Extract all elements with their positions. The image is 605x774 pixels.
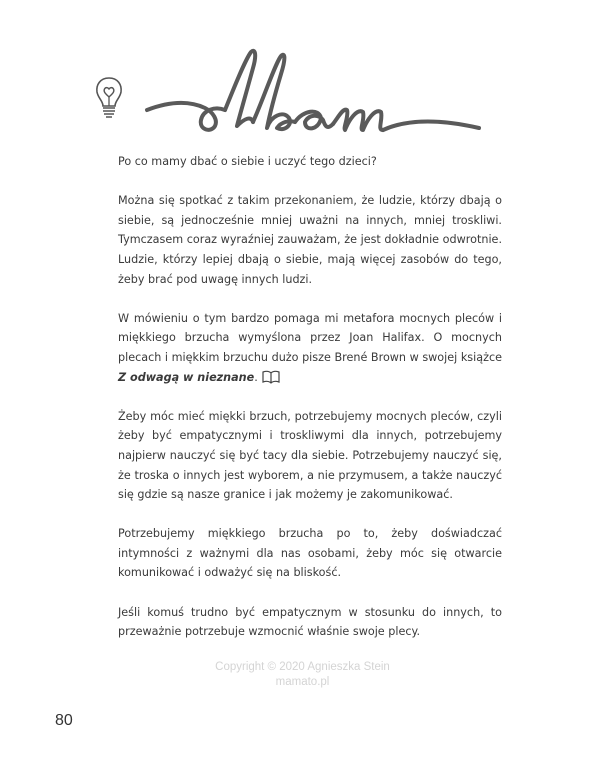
paragraph-4: Potrzebujemy miękkiego brzucha po to, żeby doświadczać intymności z ważnymi dla nas osobami, żeby móc się otwarcie komunikować i odważyć się na bliskość. [118, 527, 502, 580]
question-paragraph: Po co mamy dbać o siebie i uczyć tego dzieci? [118, 155, 377, 168]
paragraph-1: Można się spotkać z takim przekonaniem, że ludzie, którzy dbają o siebie, są jednocześnie mniej uważni na innych, mniej troskliwi. Tymczasem coraz wyraźniej zauważam, że jest dokładnie odwrotnie. Ludzie, którzy lepiej dbają o siebie, mają więcej zasobów do tego, żeby brać pod uwagę innych ludzi. [118, 194, 502, 286]
copyright-footer [0, 660, 605, 690]
paragraph-3: Żeby móc mieć miękki brzuch, potrzebujemy mocnych pleców, czyli żeby być empatycznymi i troskliwymi dla innych, potrzebujemy najpierw nauczyć się być tacy dla siebie. Potrzebujemy nauczyć się, że troska o innych jest wyborem, a nie przymusem, a także nauczyć się gdzie są nasze granice i jak możemy je zakomunikować. [118, 409, 502, 502]
paragraph-2-tail: . [254, 370, 258, 384]
chapter-header [88, 40, 488, 150]
lightbulb-heart-icon [93, 75, 125, 119]
paragraph-2 [118, 309, 502, 387]
site-link: mamato.pl [275, 676, 330, 688]
article-body [118, 152, 502, 661]
script-title-text: dbam [311, 40, 315, 41]
page-number: 80 [55, 712, 73, 729]
copyright-text: Copyright © 2020 Agnieszka Stein [215, 661, 390, 673]
open-book-icon [262, 370, 280, 384]
book-title: Z odwagą w nieznane [118, 370, 255, 384]
script-title [143, 40, 483, 150]
paragraph-2-text: W mówieniu o tym bardzo pomaga mi metafora mocnych pleców i miękkiego brzucha wymyślona przez Joan Halifax. O mocnych plecach i miękkim brzuchu dużo pisze Brené Brown w swojej książce [118, 311, 502, 364]
paragraph-5: Jeśli komuś trudno być empatycznym w stosunku do innych, to przeważnie potrzebuje wzmocnić właśnie swoje plecy. [118, 605, 502, 639]
